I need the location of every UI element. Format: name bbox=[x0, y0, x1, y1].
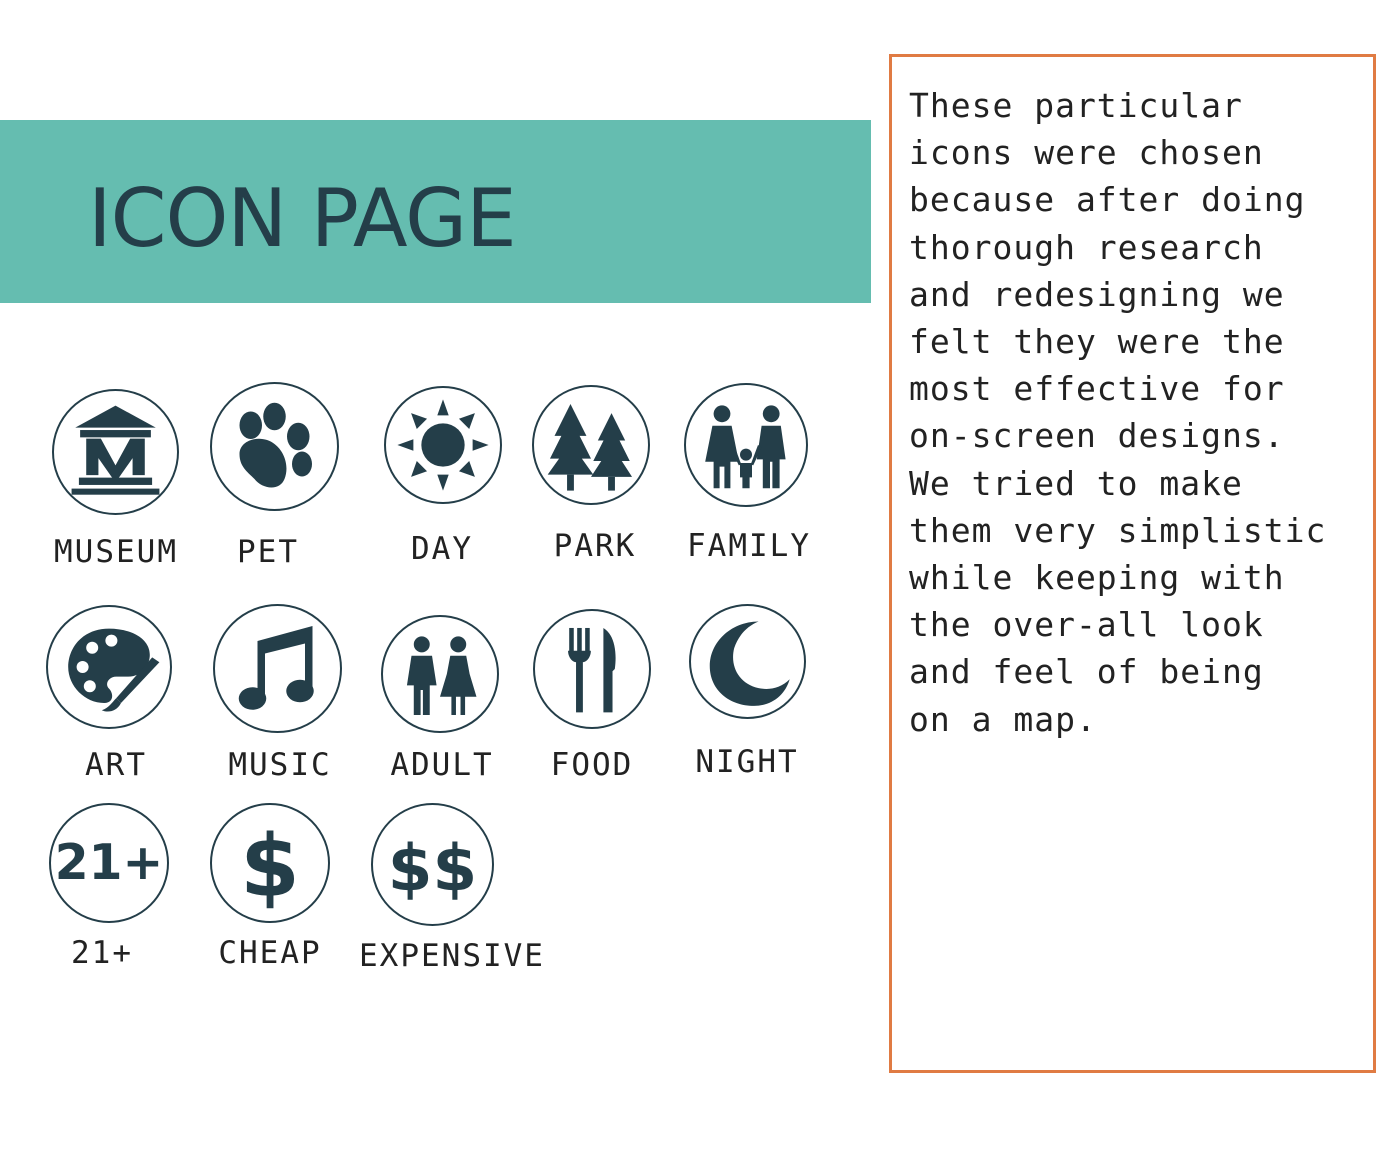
sun-icon bbox=[384, 386, 502, 504]
museum-label: MUSEUM bbox=[54, 534, 178, 570]
art-label: ART bbox=[85, 747, 147, 783]
park-label: PARK bbox=[553, 528, 637, 564]
food-label: FOOD bbox=[550, 747, 634, 783]
description-line: on-screen designs. bbox=[909, 416, 1285, 456]
description-line: most effective for bbox=[909, 369, 1285, 409]
description-line: and redesigning we bbox=[909, 274, 1285, 314]
expensive-label: EXPENSIVE bbox=[359, 938, 545, 974]
description-line: while keeping with bbox=[909, 558, 1285, 598]
description-line: These particular bbox=[909, 86, 1243, 125]
museum-icon bbox=[52, 389, 179, 515]
adult-label: ADULT bbox=[390, 747, 494, 783]
music-label: MUSIC bbox=[228, 747, 332, 783]
description-line: on a map. bbox=[909, 699, 1097, 739]
description-line: We tried to make bbox=[909, 463, 1243, 503]
dollar-icon bbox=[210, 803, 330, 923]
dollar-glyph: $ bbox=[240, 816, 300, 917]
night-label: NIGHT bbox=[695, 744, 799, 780]
twenty-one-plus-label: 21+ bbox=[71, 935, 133, 971]
description-line: the over-all look bbox=[909, 605, 1264, 645]
description-line: felt they were the bbox=[909, 322, 1285, 362]
page-title: ICON PAGE bbox=[88, 172, 516, 265]
description-line: thorough research bbox=[909, 227, 1264, 267]
trees-icon bbox=[532, 385, 650, 505]
paw-icon bbox=[210, 382, 339, 511]
cheap-label: CHEAP bbox=[218, 935, 322, 971]
description-line: because after doing bbox=[909, 180, 1306, 220]
palette-icon bbox=[46, 605, 172, 729]
double-dollar-glyph: $$ bbox=[387, 831, 478, 907]
double-dollar-icon bbox=[371, 803, 494, 926]
moon-icon bbox=[689, 604, 806, 719]
pet-label: PET bbox=[237, 534, 299, 570]
adults-icon bbox=[381, 615, 499, 733]
description-line: icons were chosen bbox=[909, 133, 1264, 173]
description-line: and feel of being bbox=[909, 652, 1264, 692]
music-note-icon bbox=[213, 604, 342, 733]
twenty-one-plus-icon bbox=[49, 803, 169, 923]
description-text bbox=[909, 82, 1379, 743]
family-label: FAMILY bbox=[687, 528, 811, 564]
day-label: DAY bbox=[411, 531, 473, 567]
fork-knife-icon bbox=[533, 609, 651, 729]
description-line: them very simplistic bbox=[909, 510, 1327, 550]
family-icon bbox=[684, 383, 808, 507]
twenty-one-plus-glyph: 21+ bbox=[54, 835, 164, 892]
